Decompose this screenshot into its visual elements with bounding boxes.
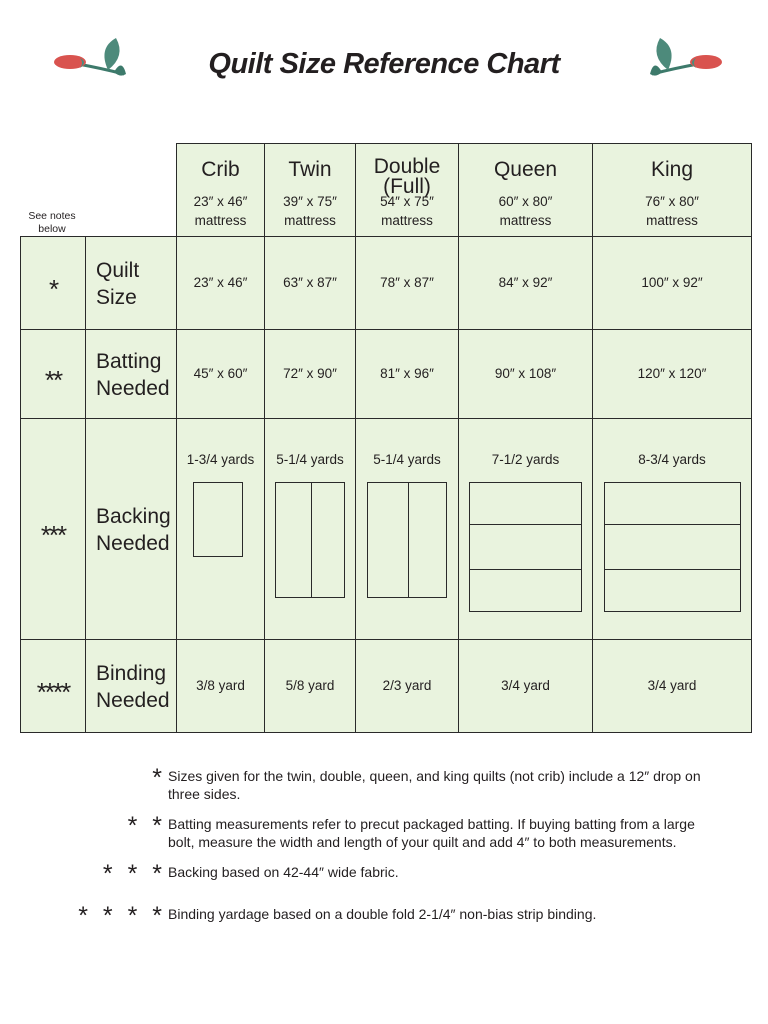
backing-panel-diagram-king [604,482,741,612]
mattress-size: 23″ x 46″ [193,194,248,209]
row-label-line2: Needed [96,532,170,555]
backing-panel-diagram-crib [193,482,243,557]
page-title: Quilt Size Reference Chart [208,48,560,80]
column-name: Double [373,155,441,178]
panel-seam [470,524,581,525]
table-cell [176,236,265,330]
note-text: Backing based on 42-44″ wide fabric. [168,864,399,880]
mattress-label: mattress [646,213,698,228]
column-name: Crib [201,158,240,181]
table-cell [592,639,752,733]
row-binding-needed-stars [20,639,86,733]
mattress-label: mattress [194,213,247,228]
cell-value: 1-3/4 yards [186,452,255,467]
note-asterisks: * * * * [78,902,166,930]
see-notes-label: See notes below [28,210,76,235]
table-cell [264,329,356,419]
table-cell [458,236,593,330]
cell-value: 72″ x 90″ [283,366,337,381]
table-cell [264,236,356,330]
row-backing-needed-label [85,418,177,640]
note-asterisks: * * [127,812,166,840]
mattress-label: mattress [284,213,336,228]
cell-value: 8-3/4 yards [638,452,706,467]
column-name: Twin [288,158,332,181]
column-header-king [592,143,752,237]
asterisk-marker: *** [40,520,66,550]
mattress-size: 39″ x 75″ [283,194,337,209]
row-binding-needed-label [85,639,177,733]
column-header-twin [264,143,356,237]
table-cell [355,329,459,419]
panel-seam [470,569,581,570]
row-quilt-size-label [85,236,177,330]
cell-value: 3/8 yard [196,678,245,693]
cell-value: 7-1/2 yards [491,452,560,467]
note-asterisks: * * * [102,860,166,888]
row-label-line1: Binding [96,662,167,685]
cell-value: 100″ x 92″ [641,275,703,290]
backing-panel-diagram-queen [469,482,582,612]
row-label-line2: Needed [96,377,170,400]
mattress-label: mattress [381,213,433,228]
column-name: King [650,158,694,181]
table-cell [176,639,265,733]
table-cell [458,639,593,733]
table-cell [355,236,459,330]
note-asterisks: * [152,764,166,792]
mattress-label: mattress [499,213,552,228]
row-quilt-size-stars [20,236,86,330]
cell-value: 5/8 yard [285,678,335,693]
rosebud-flower-icon [50,34,130,86]
row-batting-needed-stars [20,329,86,419]
table-cell [592,236,752,330]
note-text: Binding yardage based on a double fold 2-1/4″ non-bias strip binding. [168,906,597,922]
asterisk-marker: ** [44,365,62,395]
note-text-line2: bolt, measure the width and length of your quilt and add 4″ to both measurements. [168,834,677,850]
cell-value: 2/3 yard [382,678,432,693]
column-header-double [355,143,459,237]
cell-value: 23″ x 46″ [193,275,248,290]
cell-value: 84″ x 92″ [498,275,553,290]
mattress-size: 54″ x 75″ [380,194,434,209]
column-header-queen [458,143,593,237]
column-header-crib [176,143,265,237]
panel-seam [408,483,409,597]
row-label-line2: Size [96,286,137,309]
backing-panel-diagram-twin [275,482,345,598]
row-label-line1: Quilt [96,259,140,282]
cell-value: 81″ x 96″ [380,366,434,381]
cell-value: 120″ x 120″ [637,366,707,381]
table-cell [264,639,356,733]
mattress-size: 60″ x 80″ [498,194,553,209]
backing-panel-diagram-double [367,482,447,598]
cell-value: 5-1/4 yards [276,452,344,467]
panel-seam [605,569,740,570]
cell-value: 90″ x 108″ [494,366,557,381]
cell-value: 5-1/4 yards [373,452,441,467]
asterisk-marker: * [48,274,58,304]
column-name-line2: (Full) [383,175,431,198]
asterisk-marker: **** [36,677,70,707]
row-label-line1: Backing [96,505,171,528]
note-text: Sizes given for the twin, double, queen, and king quilts (not crib) include a 12″ drop on [168,768,701,784]
panel-seam [605,524,740,525]
cell-value: 45″ x 60″ [193,366,248,381]
table-cell [176,329,265,419]
note-text: Batting measurements refer to precut packaged batting. If buying batting from a large [168,816,695,832]
cell-value: 63″ x 87″ [283,275,337,290]
cell-value: 78″ x 87″ [380,275,434,290]
row-label-line2: Needed [96,689,170,712]
table-cell [458,329,593,419]
note-text-line2: three sides. [168,786,241,802]
mattress-size: 76″ x 80″ [645,194,699,209]
column-name: Queen [493,158,558,181]
table-cell [592,329,752,419]
row-batting-needed-label [85,329,177,419]
table-cell [355,639,459,733]
rosebud-flower-icon [646,34,726,86]
cell-value: 3/4 yard [501,678,550,693]
cell-value: 3/4 yard [647,678,697,693]
row-backing-needed-stars [20,418,86,640]
row-label-line1: Batting [96,350,162,373]
panel-seam [311,483,312,597]
